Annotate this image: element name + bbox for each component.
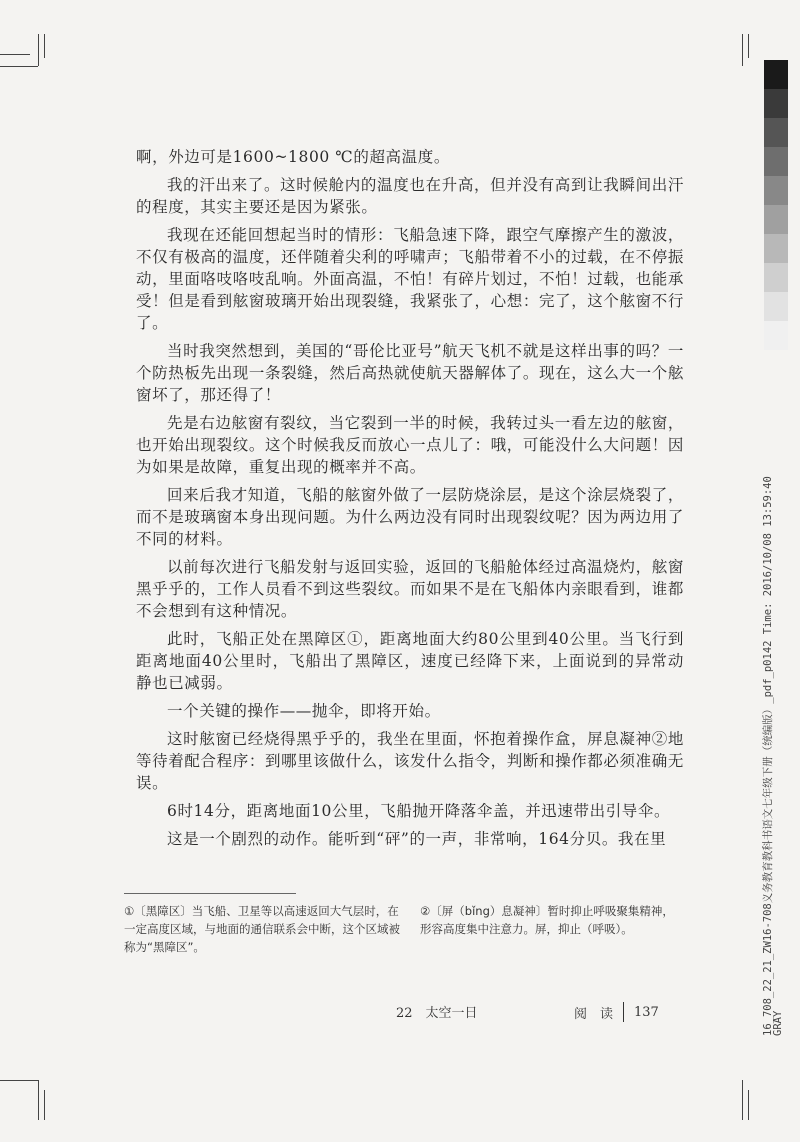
paragraph: 先是右边舷窗有裂纹，当它裂到一半的时候，我转过头一看左边的舷窗，也开始出现裂纹。这个时候我反而放心一点儿了：哦，可能没什么大问题！因为如果是故障，重复出现的概率并不高。 — [136, 414, 684, 476]
paragraph: 6时14分，距离地面10公里，飞船抛开降落伞盖，并迅速带出引导伞。 — [167, 802, 671, 820]
grayscale-step — [764, 263, 788, 292]
paragraph: 回来后我才知道，飞船的舷窗外做了一层防烧涂层，是这个涂层烧裂了，而不是玻璃窗本身出现问题。为什么两边没有同时出现裂纹呢？因为两边用了不同的材料。 — [136, 486, 684, 548]
crop-mark-top-right-v — [742, 34, 743, 66]
paragraph: 这时舷窗已经烧得黑乎乎的，我坐在里面，怀抱着操作盒，屏息凝神②地等待着配合程序：到哪里该做什么，该发什么指令，判断和操作都必须准确无误。 — [136, 730, 684, 792]
grayscale-step — [764, 147, 788, 176]
footer-section: 阅 读 — [574, 1006, 614, 1022]
page-number: 137 — [634, 1004, 659, 1020]
paragraph: 以前每次进行飞船发射与返回实验，返回的飞船舱体经过高温烧灼，舷窗黑乎乎的，工作人员看不到这些裂纹。而如果不是在飞船体内亲眼看到，谁都不会想到有这种情况。 — [136, 558, 684, 620]
footnote-1: ①〔黑障区〕当飞船、卫星等以高速返回大气层时，在一定高度区域，与地面的通信联系会中断，这个区域被称为“黑障区”。 — [124, 904, 400, 954]
grayscale-step — [764, 60, 788, 89]
paragraph: 一个关键的操作——抛伞，即将开始。 — [167, 702, 441, 720]
grayscale-step — [764, 89, 788, 118]
crop-mark-top-left-h2 — [0, 54, 30, 55]
grayscale-calibration-strip — [764, 60, 788, 350]
footer-page-info — [574, 1002, 659, 1022]
crop-mark-bottom-left-v — [38, 1080, 39, 1120]
crop-mark-bottom-right-v2 — [748, 1090, 749, 1120]
footnote-rule — [124, 893, 296, 894]
crop-mark-bottom-right-v — [742, 1080, 743, 1120]
paragraph: 当时我突然想到，美国的“哥伦比亚号”航天飞机不就是这样出事的吗？一个防热板先出现一条裂缝，然后高热就使航天器解体了。现在，这么大一个舷窗坏了，那还得了！ — [136, 342, 684, 404]
body-text — [136, 146, 684, 856]
grayscale-step — [764, 205, 788, 234]
paragraph: 我现在还能回想起当时的情形：飞船急速下降，跟空气摩擦产生的激波，不仅有极高的温度，还伴随着尖利的呼啸声；飞船带着不小的过载，在不停振动，里面咯吱咯吱乱响。外面高温，不怕！有碎片划过，不怕！过载，也能承受！但是看到舷窗玻璃开始出现裂缝，我紧张了，心想：完了，这个舷窗不行了。 — [136, 226, 684, 332]
grayscale-step — [764, 176, 788, 205]
crop-mark-top-left-v — [38, 34, 39, 66]
crop-mark-top-right-v2 — [748, 34, 749, 58]
grayscale-step — [764, 234, 788, 263]
crop-mark-top-left-h — [0, 66, 38, 67]
crop-mark-bottom-left-v2 — [44, 1090, 45, 1120]
footer-divider — [623, 1002, 624, 1022]
grayscale-step — [764, 292, 788, 321]
paragraph: 我的汗出来了。这时候舱内的温度也在升高，但并没有高到让我瞬间出汗的程度，其实主要还是因为紧张。 — [136, 176, 684, 216]
paragraph: 这是一个剧烈的动作。能听到“砰”的一声，非常响，164分贝。我在里 — [167, 830, 667, 848]
crop-mark-top-left-v2 — [44, 34, 45, 58]
crop-mark-bottom-left-h — [0, 1080, 38, 1081]
paragraph: 啊，外边可是1600~1800 ℃的超高温度。 — [136, 148, 450, 166]
print-color-mode: GRAY — [772, 1010, 784, 1036]
paragraph: 此时，飞船正处在黑障区①，距离地面大约80公里到40公里。当飞行到距离地面40公里时，飞船出了黑障区，速度已经降下来，上面说到的异常动静也已减弱。 — [136, 630, 684, 692]
print-metadata: 16_708_22_21_ZW16-708义务教育教科书语文七年级下册（统编版）_pdf_p0142 Time: 2016/10/08 13:59:40 — [762, 476, 774, 1036]
grayscale-step — [764, 118, 788, 147]
footer-lesson-title: 22 太空一日 — [396, 1006, 478, 1021]
footnote-2: ②〔屏（bǐng）息凝神〕暂时抑止呼吸聚集精神，形容高度集中注意力。屏，抑止（呼吸）。 — [420, 904, 674, 936]
grayscale-step — [764, 321, 788, 350]
